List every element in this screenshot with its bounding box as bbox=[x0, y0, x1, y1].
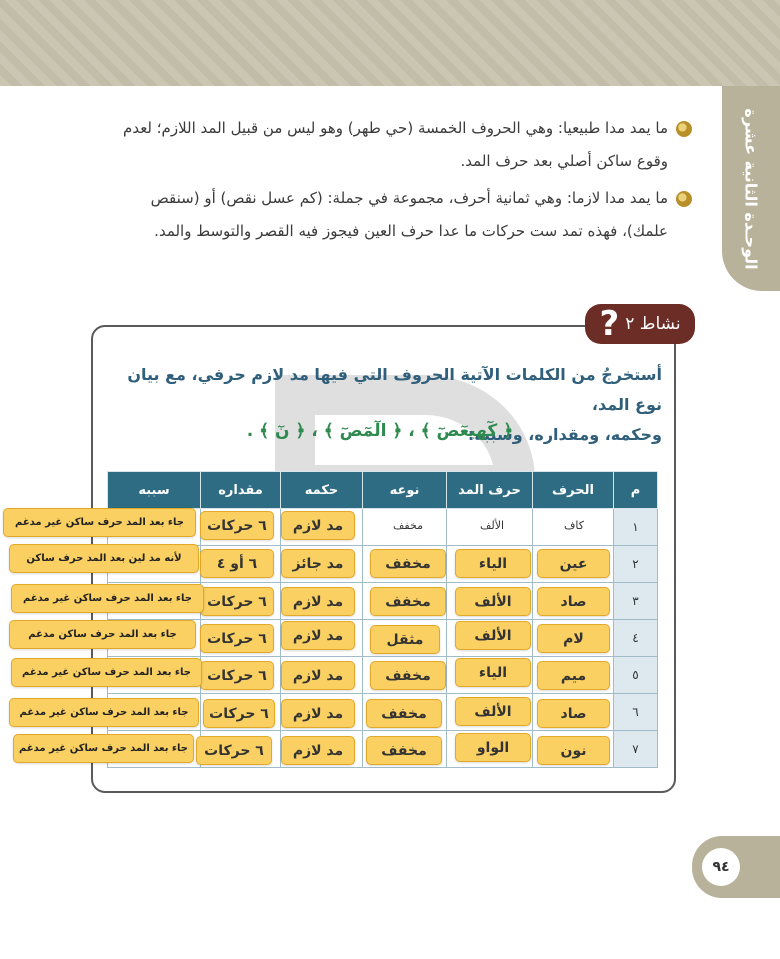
instruction-line: وحكمه، ومقداره، وسببه: bbox=[467, 425, 662, 444]
answer-madd[interactable]: الياء bbox=[455, 658, 531, 687]
answer-letter[interactable]: عين bbox=[537, 549, 610, 578]
table-header-row bbox=[108, 472, 658, 509]
answer-amount[interactable]: ٦ أو ٤ bbox=[200, 549, 274, 578]
answer-reason[interactable]: جاء بعد المد حرف ساكن غير مدغم bbox=[11, 658, 202, 687]
flower-bullet-icon bbox=[676, 191, 692, 207]
answer-reason[interactable]: جاء بعد المد حرف ساكن غير مدغم bbox=[3, 508, 196, 537]
top-banner bbox=[0, 0, 780, 86]
flower-bullet-icon bbox=[676, 121, 692, 137]
answer-letter[interactable]: صاد bbox=[537, 699, 610, 728]
row-number: ٤ bbox=[614, 620, 658, 657]
page-number-tab bbox=[692, 836, 780, 898]
answer-ruling[interactable]: مد لازم bbox=[281, 736, 355, 765]
answer-madd: الألف bbox=[479, 519, 505, 532]
header-cell-ruling: حكمه bbox=[281, 472, 363, 509]
header-cell-reason: سببه bbox=[108, 472, 201, 509]
header-cell-type: نوعه bbox=[363, 472, 447, 509]
bullet-item bbox=[52, 112, 692, 178]
answer-letter[interactable]: لام bbox=[537, 624, 610, 653]
activity-tag bbox=[585, 304, 695, 344]
answer-ruling[interactable]: مد لازم bbox=[281, 587, 355, 616]
bullet-list bbox=[52, 112, 692, 248]
header-cell-amount: مقداره bbox=[201, 472, 281, 509]
answer-type[interactable]: مخفف bbox=[366, 699, 442, 728]
answer-type[interactable]: مثقل bbox=[370, 625, 440, 654]
answer-ruling[interactable]: مد لازم bbox=[281, 661, 355, 690]
row-number: ٧ bbox=[614, 731, 658, 768]
bullet-line: ما يمد مدا طبيعيا: وهي الحروف الخمسة (حي طهر) وهو ليس من قبيل المد اللازم؛ لعدم bbox=[123, 119, 668, 137]
answer-madd[interactable]: الواو bbox=[455, 733, 531, 762]
answer-letter: كاف bbox=[564, 519, 584, 532]
question-mark-icon: ? bbox=[599, 304, 620, 344]
answer-ruling[interactable]: مد جائز bbox=[281, 549, 355, 578]
answer-madd[interactable]: الألف bbox=[455, 621, 531, 650]
row-number: ٣ bbox=[614, 583, 658, 620]
answer-amount[interactable]: ٦ حركات bbox=[200, 587, 274, 616]
answer-amount[interactable]: ٦ حركات bbox=[200, 661, 274, 690]
answer-madd[interactable]: الألف bbox=[455, 587, 531, 616]
unit-side-tab bbox=[722, 86, 780, 291]
unit-title: الوحـدة الثانية عشرة bbox=[741, 107, 761, 270]
answer-reason[interactable]: جاء بعد المد حرف ساكن مدغم bbox=[9, 620, 196, 649]
answer-letter[interactable]: صاد bbox=[537, 587, 610, 616]
answer-amount[interactable]: ٦ حركات bbox=[200, 511, 274, 540]
bullet-line: ما يمد مدا لازما: وهي ثمانية أحرف، مجموعة في جملة: (كم عسل نقص) أو (سنقص bbox=[150, 189, 668, 207]
bullet-line: علمك)، فهذه تمد ست حركات ما عدا حرف العين فيجوز فيه القصر والتوسط والمد. bbox=[154, 222, 668, 240]
row-number: ٢ bbox=[614, 546, 658, 583]
activity-label: نشاط ٢ bbox=[625, 314, 681, 334]
answer-reason[interactable]: جاء بعد المد حرف ساكن غير مدغم bbox=[13, 734, 194, 763]
answer-madd[interactable]: الياء bbox=[455, 549, 531, 578]
answer-letter[interactable]: نون bbox=[537, 736, 610, 765]
instruction-line: أستخرجُ من الكلمات الآتية الحروف التي فيها مد لازم حرفي، مع بيان نوع المد، bbox=[127, 365, 662, 414]
bullet-item bbox=[52, 182, 692, 248]
answer-type[interactable]: مخفف bbox=[370, 587, 446, 616]
answer-reason[interactable]: لأنه مد لين بعد المد حرف ساكن bbox=[9, 544, 199, 573]
answer-letter[interactable]: ميم bbox=[537, 661, 610, 690]
answer-ruling[interactable]: مد لازم bbox=[281, 621, 355, 650]
answer-type[interactable]: مخفف bbox=[370, 549, 446, 578]
page-number: ٩٤ bbox=[702, 848, 740, 886]
answer-amount[interactable]: ٦ حركات bbox=[203, 699, 275, 728]
row-number: ١ bbox=[614, 509, 658, 546]
answer-ruling[interactable]: مد لازم bbox=[281, 699, 355, 728]
header-cell-num: م bbox=[614, 472, 658, 509]
answer-amount[interactable]: ٦ حركات bbox=[196, 736, 272, 765]
answer-reason[interactable]: جاء بعد المد حرف ساكن غير مدغم bbox=[11, 584, 204, 613]
answer-reason[interactable]: جاء بعد المد حرف ساكن غير مدغم bbox=[9, 698, 199, 727]
header-cell-letter: الحرف bbox=[533, 472, 614, 509]
header-cell-madd: حرف المد bbox=[447, 472, 533, 509]
quran-words: ﴿ كٓهيعٓصٓ ﴾ ، ﴿ الٓمٓصٓ ﴾ ، ﴿ نٓ ﴾ . bbox=[246, 421, 514, 441]
answer-amount[interactable]: ٦ حركات bbox=[200, 624, 274, 653]
answer-ruling[interactable]: مد لازم bbox=[281, 511, 355, 540]
answer-madd[interactable]: الألف bbox=[455, 697, 531, 726]
bullet-line: وقوع ساكن أصلي بعد حرف المد. bbox=[460, 152, 668, 170]
answer-type[interactable]: مخفف bbox=[370, 661, 446, 690]
row-number: ٦ bbox=[614, 694, 658, 731]
answer-type[interactable]: مخفف bbox=[366, 736, 442, 765]
row-number: ٥ bbox=[614, 657, 658, 694]
answer-type: مخفف bbox=[393, 519, 423, 532]
